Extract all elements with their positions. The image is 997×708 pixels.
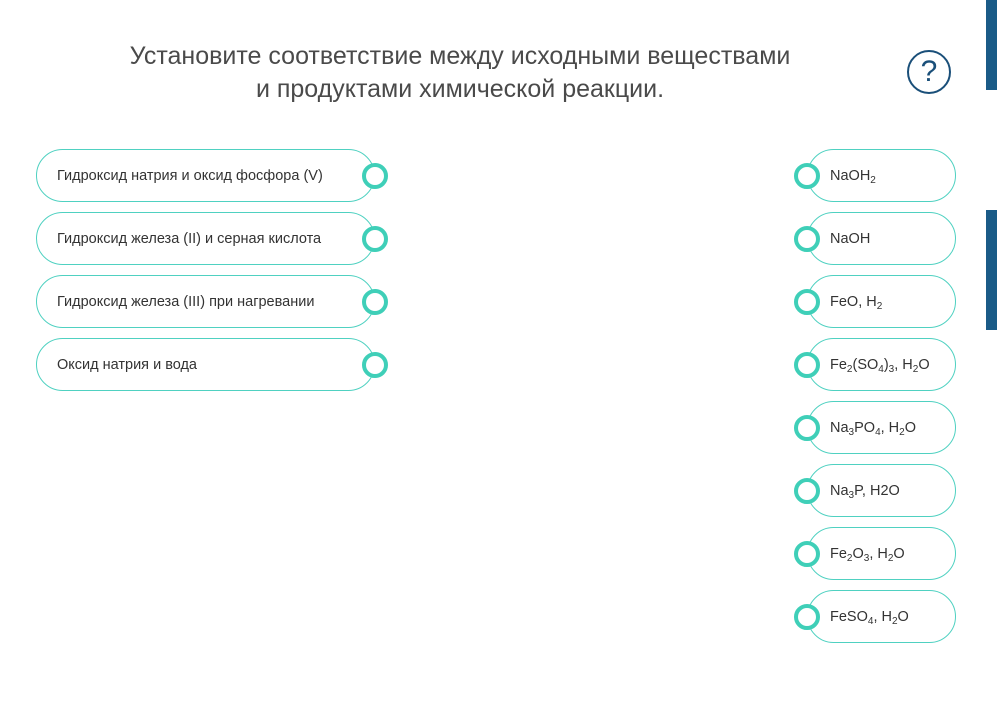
formula-part: Fe	[830, 545, 847, 562]
right-option-4[interactable]	[807, 338, 956, 391]
formula-part: NaOH	[830, 167, 871, 184]
formula-subscript: 2	[870, 174, 876, 186]
formula-subscript: 3	[863, 552, 870, 564]
left-option-3[interactable]	[36, 275, 375, 328]
connector-dot[interactable]	[362, 289, 388, 315]
connector-dot[interactable]	[794, 226, 820, 252]
right-option-formula	[830, 168, 876, 184]
right-option-formula	[830, 294, 882, 310]
formula-subscript: 3	[848, 426, 855, 438]
right-option-formula	[830, 357, 930, 373]
formula-part: PO	[854, 419, 876, 436]
formula-subscript: 2	[887, 552, 894, 564]
question-title	[90, 40, 830, 106]
formula-part: , H	[869, 545, 888, 562]
left-option-1[interactable]	[36, 149, 375, 202]
formula-part: FeO, H	[830, 293, 877, 310]
right-option-3[interactable]	[807, 275, 956, 328]
connector-dot[interactable]	[362, 163, 388, 189]
formula-subscript: 2	[846, 363, 853, 375]
question-line-1: Установите соответствие между исходными веществами	[129, 42, 791, 70]
connector-dot[interactable]	[362, 352, 388, 378]
right-option-6[interactable]	[807, 464, 956, 517]
formula-subscript: 2	[912, 363, 919, 375]
question-line-2: и продуктами химической реакции.	[255, 75, 665, 103]
formula-subscript: 3	[888, 363, 895, 375]
formula-part: NaOH	[830, 230, 871, 247]
formula-part: Na	[830, 482, 849, 499]
right-option-formula	[830, 420, 916, 436]
left-option-label: Гидроксид натрия и оксид фосфора (V)	[57, 167, 323, 184]
right-option-formula	[830, 609, 909, 625]
formula-part: O	[852, 545, 864, 562]
right-option-5[interactable]	[807, 401, 956, 454]
connector-dot[interactable]	[794, 163, 820, 189]
formula-subscript: 4	[867, 615, 874, 627]
right-option-8[interactable]	[807, 590, 956, 643]
connector-dot[interactable]	[362, 226, 388, 252]
right-option-formula	[830, 231, 870, 247]
formula-part: , H	[880, 419, 900, 436]
formula-part: , H	[873, 608, 892, 625]
connector-dot[interactable]	[794, 604, 820, 630]
formula-subscript: 2	[899, 426, 905, 438]
formula-subscript: 2	[846, 552, 853, 564]
formula-part: Na	[830, 419, 849, 436]
formula-subscript: 2	[876, 300, 883, 312]
connector-dot[interactable]	[794, 352, 820, 378]
formula-part: FeSO	[830, 608, 868, 625]
formula-subscript: 4	[878, 363, 884, 375]
side-tab-middle[interactable]	[986, 210, 997, 330]
right-option-formula	[830, 546, 905, 562]
formula-part: , H	[894, 356, 913, 373]
help-button[interactable]	[907, 50, 951, 94]
formula-part: O	[897, 608, 909, 625]
left-option-4[interactable]	[36, 338, 375, 391]
connector-dot[interactable]	[794, 541, 820, 567]
right-option-1[interactable]	[807, 149, 956, 202]
formula-subscript: 4	[875, 426, 881, 438]
formula-part: O	[893, 545, 905, 562]
left-option-label: Оксид натрия и вода	[57, 356, 198, 373]
left-option-label: Гидроксид железа (III) при нагревании	[57, 293, 315, 310]
connector-dot[interactable]	[794, 289, 820, 315]
formula-part: O	[904, 419, 916, 436]
formula-part: (SO	[852, 356, 879, 373]
right-option-formula	[830, 483, 900, 499]
connector-dot[interactable]	[794, 415, 820, 441]
right-option-7[interactable]	[807, 527, 956, 580]
left-option-2[interactable]	[36, 212, 375, 265]
question-mark-icon: ?	[920, 55, 938, 88]
right-option-2[interactable]	[807, 212, 956, 265]
connector-dot[interactable]	[794, 478, 820, 504]
formula-part: P, H2O	[854, 482, 900, 499]
formula-subscript: 3	[848, 489, 855, 501]
side-tab-top[interactable]	[986, 0, 997, 90]
formula-part: Fe	[830, 356, 847, 373]
formula-part: )	[883, 356, 889, 373]
formula-part: O	[918, 356, 930, 373]
left-option-label: Гидроксид железа (II) и серная кислота	[57, 230, 322, 247]
formula-subscript: 2	[891, 615, 898, 627]
